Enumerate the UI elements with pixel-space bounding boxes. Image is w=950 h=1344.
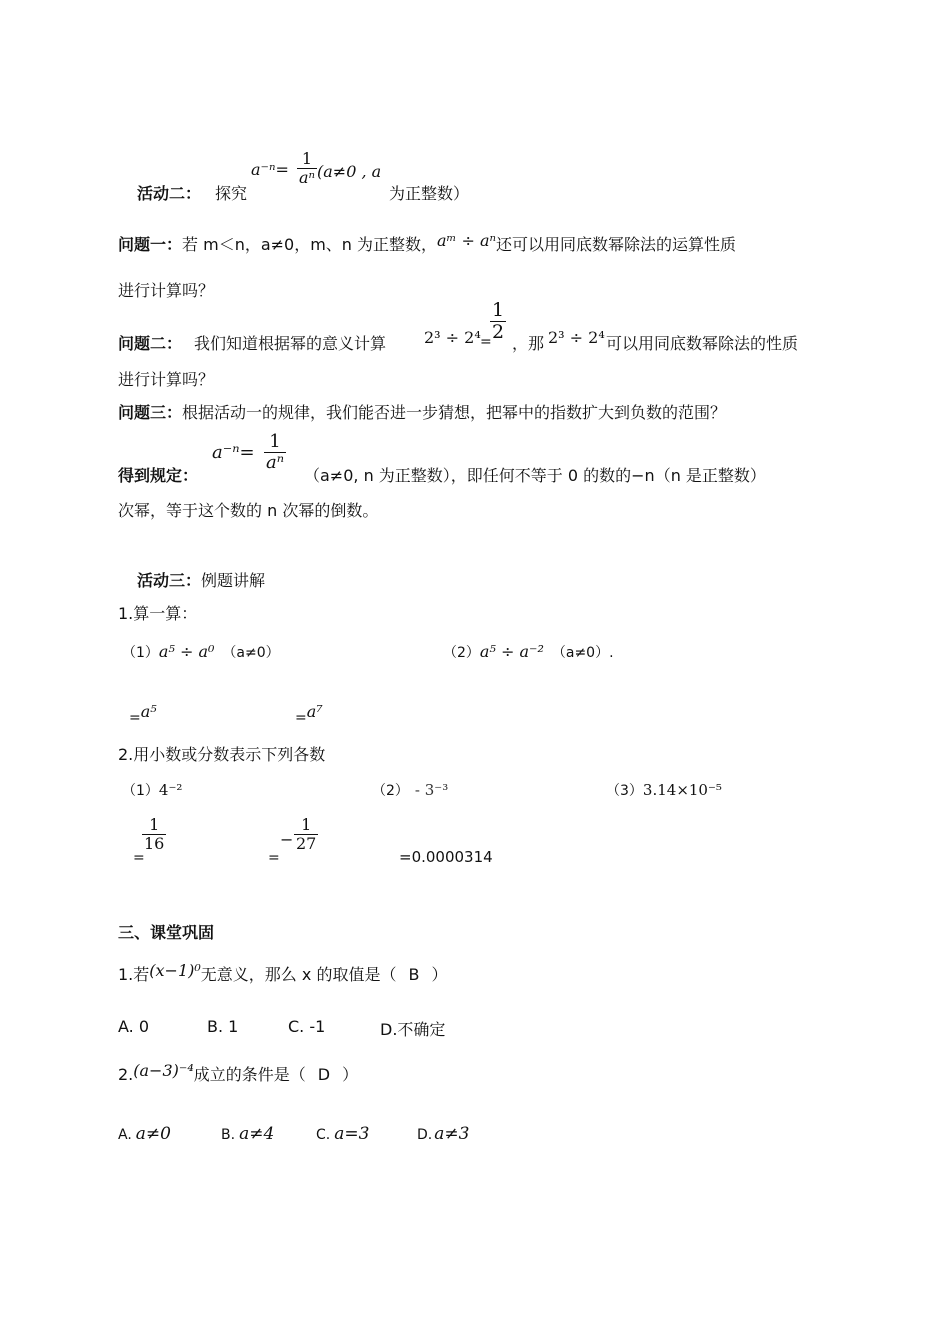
example2-part-a (122, 780, 182, 800)
equals-sign: = (268, 850, 280, 866)
exercise1-question (118, 962, 447, 985)
example1-b-answer (295, 702, 323, 726)
example2-c-label: （3） (606, 783, 643, 799)
option-expr: a=3 (334, 1124, 370, 1144)
example1-a-expr: a⁵ ÷ a⁰ (158, 642, 215, 661)
exercise1-prefix: 1.若 (118, 965, 150, 984)
activity2-formula-cond: (a≠0 , a (317, 162, 382, 181)
example1-b-expr: a⁵ ÷ a⁻² (479, 642, 544, 661)
example2-a-fraction (142, 816, 166, 852)
example2-c-answer: =0.0000314 (399, 848, 493, 866)
question2-line2: 进行计算吗？ (118, 370, 215, 389)
exercise2-question (118, 1062, 358, 1085)
exercise1-answer: B (408, 965, 420, 984)
option-expr: a≠4 (239, 1124, 275, 1144)
exercise2-option-d (417, 1124, 469, 1144)
question2-fraction (490, 300, 506, 343)
fraction-denominator: aⁿ (266, 451, 285, 473)
question2-mid: ，那 (512, 334, 545, 353)
example2-b-expr: - 3⁻³ (414, 781, 449, 799)
example2-a-expr: 4⁻² (158, 781, 183, 799)
rule-cond: （a≠0, n 为正整数），即任何不等于 0 的数的−n（n 是正整数） (304, 466, 766, 485)
fraction-denominator: 2 (492, 320, 505, 343)
question3-label: 问题三： (118, 403, 183, 422)
exercise2-option-c (316, 1124, 369, 1144)
example1-b-label: （2） (443, 645, 480, 661)
activity2-formula-fraction (297, 150, 317, 186)
fraction-denominator: 27 (296, 833, 317, 853)
exercise1-option-a: A. 0 (118, 1017, 150, 1036)
rule-label: 得到规定： (118, 466, 199, 485)
answer-value: a⁵ (140, 702, 157, 721)
exercise2-answer: D (317, 1065, 331, 1084)
exercise2-option-b (221, 1124, 274, 1144)
question2-expr2: 2³ ÷ 2⁴ (548, 328, 605, 347)
exercise1-option-d: D.不确定 (380, 1020, 446, 1039)
exercise1-close: ） (431, 965, 448, 984)
equals-sign: = (133, 850, 145, 866)
exercise2-close: ） (342, 1065, 359, 1084)
question2-expr: 2³ ÷ 2⁴ (424, 328, 481, 347)
fraction-numerator: 1 (301, 815, 312, 834)
exercise2-text: 成立的条件是（ (193, 1065, 306, 1084)
option-label: D. (417, 1127, 433, 1143)
question3-line (118, 400, 726, 423)
example1-part-b (443, 642, 614, 662)
example1-a-answer (129, 702, 157, 726)
fraction-numerator: 1 (269, 431, 281, 452)
answer-value: a⁷ (306, 702, 323, 721)
example1-a-label: （1） (122, 645, 159, 661)
example1-title: 1.算一算： (118, 604, 198, 623)
option-label: B. (221, 1127, 236, 1143)
activity2-text: 探究 (215, 184, 248, 203)
example2-part-c (606, 780, 722, 800)
question1-label: 问题一： (118, 235, 183, 254)
fraction-denominator: aⁿ (299, 167, 316, 187)
exercise2-expr: (a−3)⁻⁴ (133, 1061, 194, 1080)
activity3-text: 例题讲解 (201, 571, 266, 590)
exercise1-expr: (x−1)⁰ (149, 961, 201, 980)
section3-title: 三、课堂巩固 (118, 923, 215, 942)
question3-text: 根据活动一的规律，我们能否进一步猜想，把幂中的指数扩大到负数的范围？ (182, 403, 727, 422)
example1-b-cond: （a≠0）. (551, 645, 614, 661)
equals-sign: = (129, 710, 141, 726)
option-label: A. (118, 1127, 132, 1143)
question1-text: 若 m＜n，a≠0，m、n 为正整数， (182, 235, 438, 254)
option-label: C. (316, 1127, 331, 1143)
option-expr: a≠3 (434, 1124, 470, 1144)
activity3-label: 活动三： (137, 571, 202, 590)
activity2-formula-lhs: a⁻ⁿ= (251, 160, 289, 179)
fraction-numerator: 1 (492, 299, 505, 321)
question1-expr: aᵐ ÷ aⁿ (437, 231, 496, 250)
activity2-label: 活动二： (137, 184, 202, 203)
example2-c-expr: 3.14×10⁻⁵ (642, 781, 722, 799)
question1-rest: 还可以用同底数幂除法的运算性质 (496, 235, 737, 254)
rule-fraction (264, 432, 286, 473)
exercise2-prefix: 2. (118, 1065, 134, 1084)
rule-lhs: a⁻ⁿ= (212, 442, 255, 463)
example1-part-a (122, 642, 280, 662)
exercise2-option-a (118, 1124, 171, 1144)
activity3-line (137, 568, 265, 591)
exercise1-option-b: B. 1 (207, 1017, 239, 1036)
example2-a-label: （1） (122, 783, 159, 799)
question2-label: 问题二： (118, 334, 183, 353)
fraction-numerator: 1 (301, 149, 313, 168)
example2-part-b (372, 780, 448, 800)
question2-eq: = (480, 334, 492, 350)
example2-b-label: （2） (372, 783, 409, 799)
rule-line2: 次幂，等于这个数的 n 次幂的倒数。 (118, 501, 379, 520)
equals-sign: = (295, 710, 307, 726)
example1-a-cond: （a≠0） (222, 645, 280, 661)
example2-b-fraction (294, 816, 318, 852)
fraction-denominator: 16 (144, 833, 165, 853)
exercise1-text: 无意义，那么 x 的取值是（ (200, 965, 397, 984)
minus-sign: − (280, 830, 294, 849)
option-expr: a≠0 (135, 1124, 171, 1144)
example2-title: 2.用小数或分数表示下列各数 (118, 745, 326, 764)
question1-line1 (118, 232, 736, 255)
question2-text: 我们知道根据幂的意义计算 (194, 334, 387, 353)
exercise1-option-c: C. -1 (288, 1017, 326, 1036)
activity2-formula-tail: 为正整数） (389, 184, 470, 203)
fraction-numerator: 1 (149, 815, 160, 834)
question1-line2: 进行计算吗？ (118, 281, 215, 300)
question2-rest: 可以用同底数幂除法的性质 (606, 334, 799, 353)
